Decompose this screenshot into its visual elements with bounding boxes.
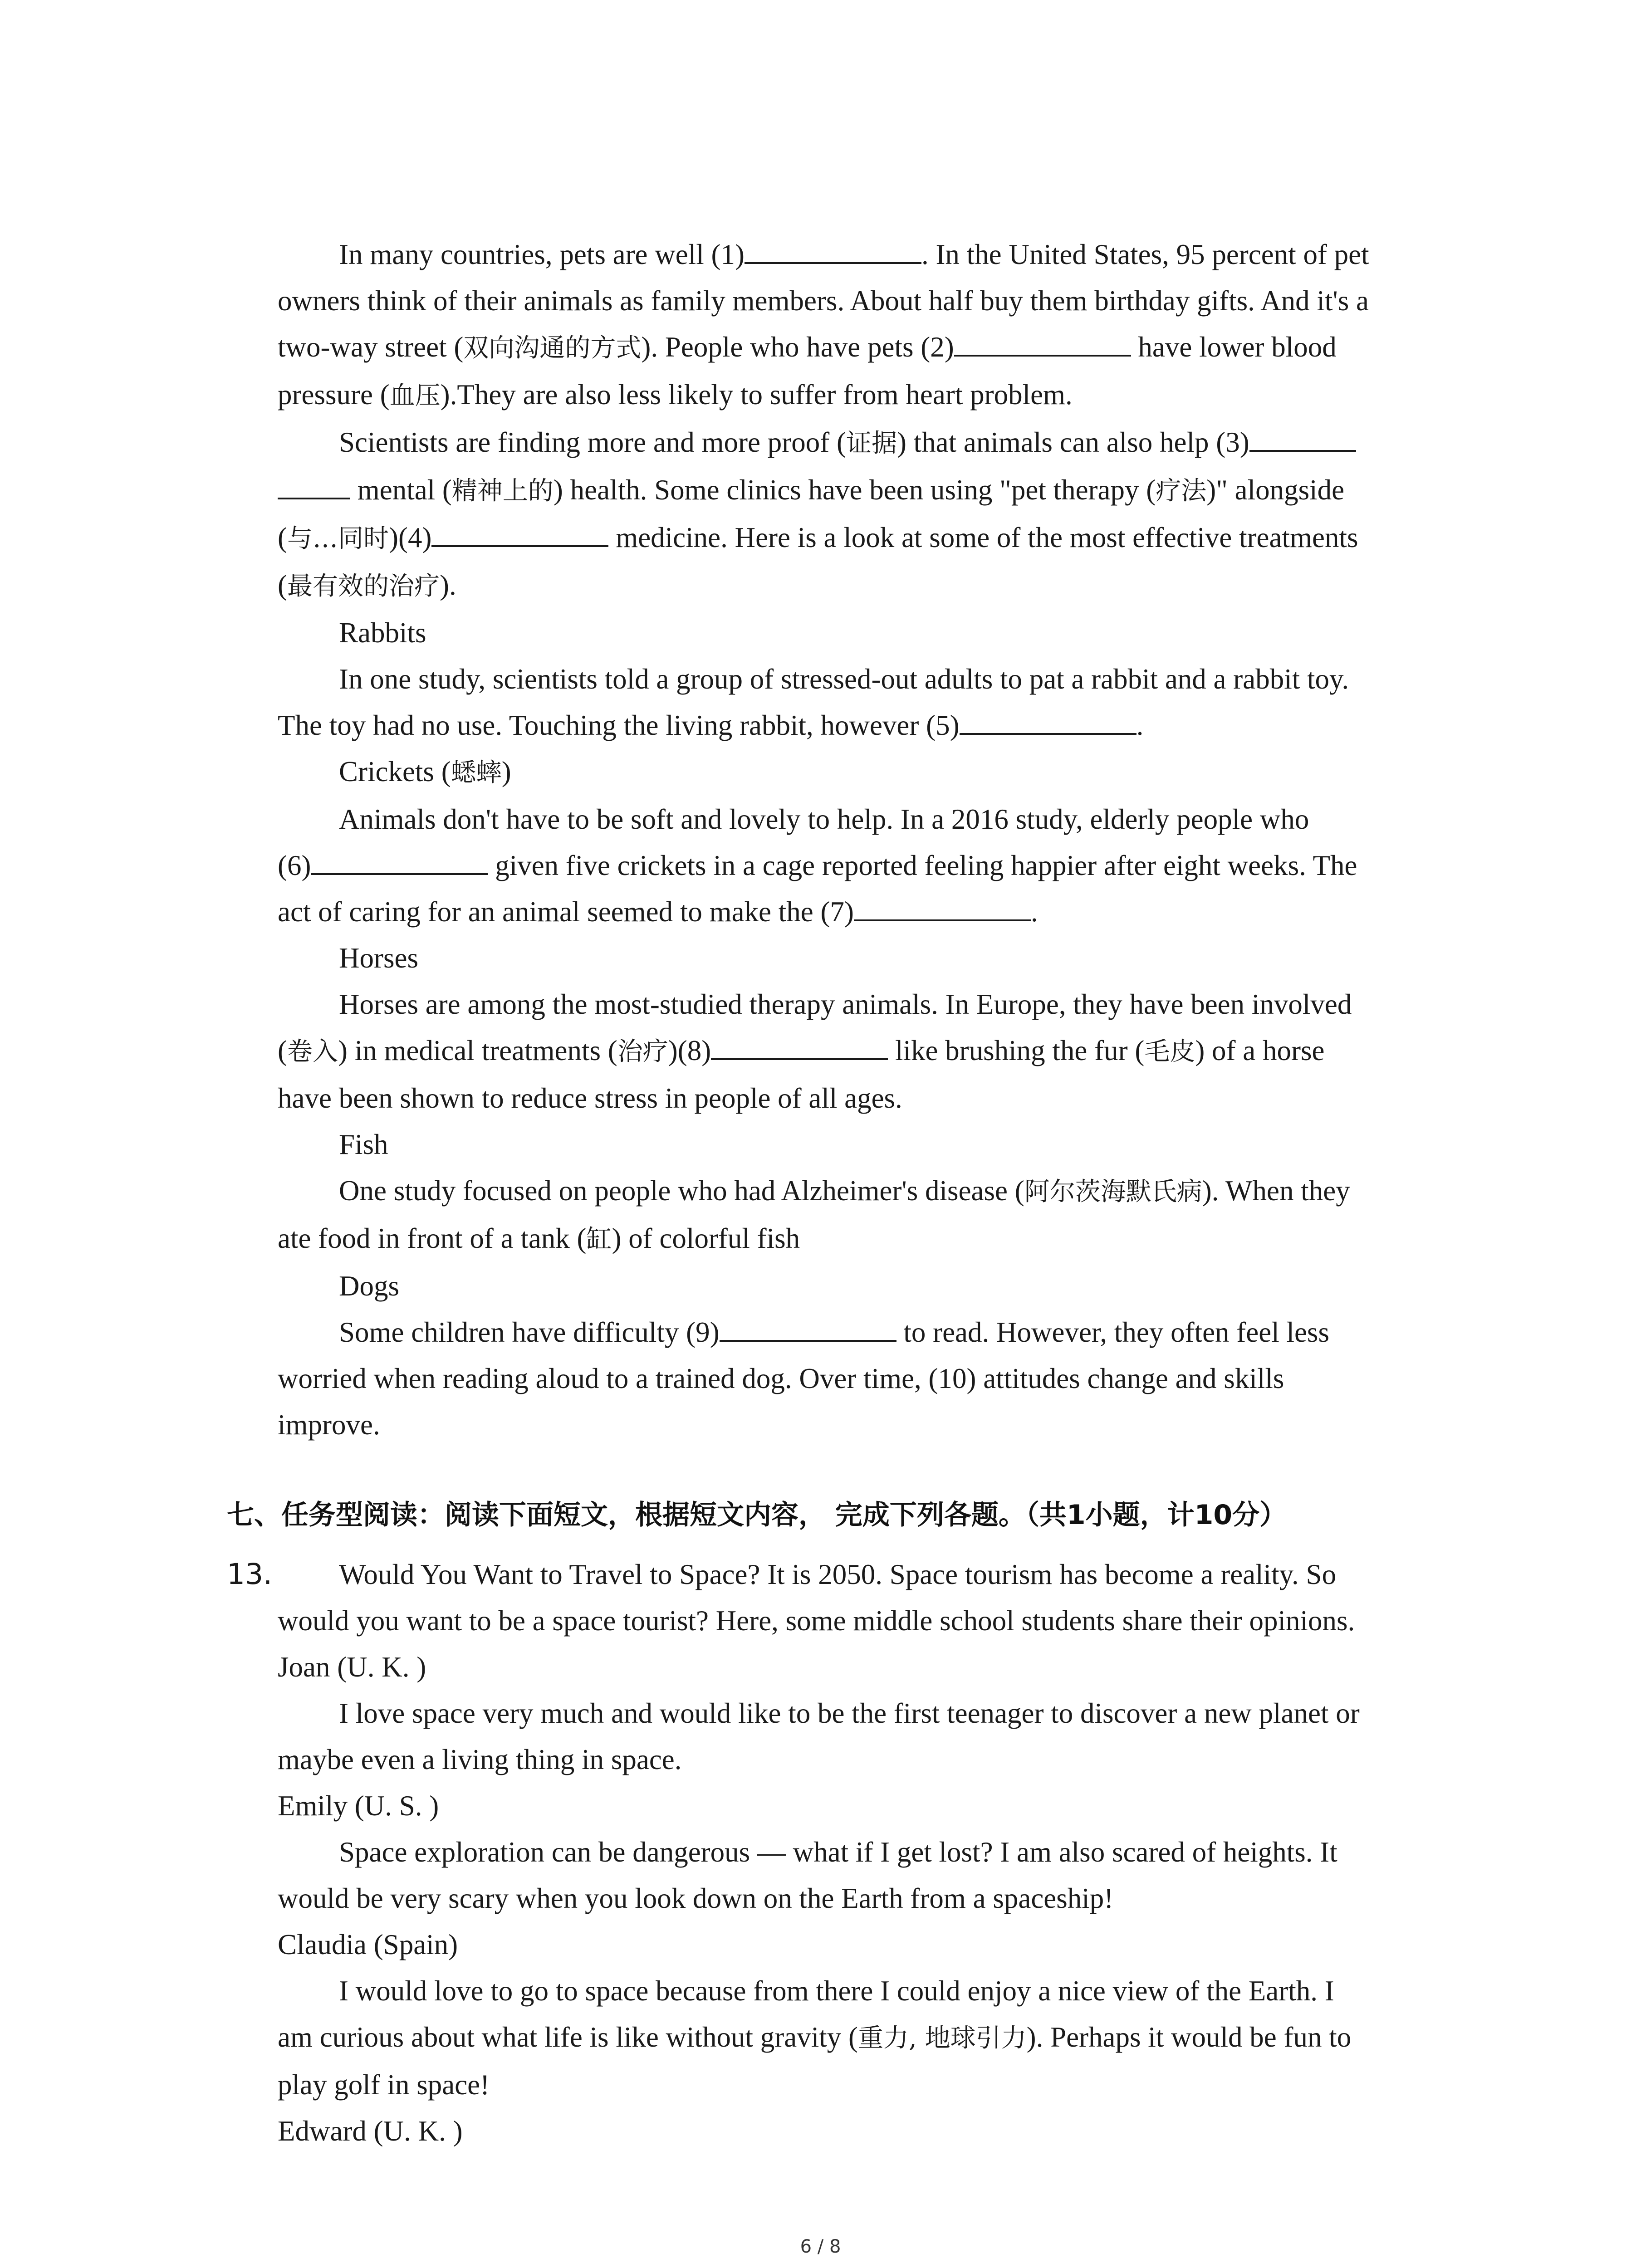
text: .: [1136, 709, 1144, 741]
subsection-title-crickets: [278, 748, 1457, 796]
text: )" alongside: [1206, 474, 1345, 506]
text: improve.: [278, 1409, 380, 1441]
speaker-emily: Emily (U. S. ): [278, 1790, 439, 1822]
subsection-title-horses: Horses: [339, 942, 418, 974]
text: ) of a horse: [1195, 1035, 1325, 1066]
question-13-passage: [278, 1551, 1480, 2154]
speaker-joan: Joan (U. K. ): [278, 1651, 426, 1683]
text: Would You Want to Travel to Space? It is 2050. Space tourism has become a reality. So: [339, 1559, 1337, 1590]
text: like brushing the fur (: [888, 1035, 1145, 1066]
text: ). When they: [1202, 1175, 1350, 1207]
passage-line: [278, 467, 1457, 514]
passage-line: [278, 1215, 1457, 1263]
passage-line: [278, 702, 1457, 748]
passage-line: [278, 324, 1457, 371]
text: ate food in front of a tank (: [278, 1222, 587, 1254]
text: ).They are also less likely to suffer from heart problem.: [440, 379, 1073, 411]
text: ). Perhaps it would be fun to: [1026, 2021, 1352, 2053]
chinese-gloss: 血压: [389, 381, 441, 411]
chinese-gloss: 蟋蟀: [451, 758, 502, 787]
passage-line: [278, 371, 1457, 419]
text: I love space very much and would like to be the first teenager to discover a new planet or: [339, 1697, 1360, 1729]
passage-line: [278, 2014, 1480, 2062]
text: ) in medical treatments (: [338, 1035, 617, 1066]
chinese-gloss: 阿尔茨海默氏病: [1024, 1177, 1202, 1207]
chinese-gloss: 与…同时: [287, 524, 389, 553]
chinese-gloss: 缸: [586, 1225, 612, 1254]
text: Animals don't have to be soft and lovely to help. In a 2016 study, elderly people who: [339, 803, 1309, 835]
blank-5[interactable]: [960, 707, 1136, 735]
passage-line: [278, 1355, 1457, 1402]
blank-2[interactable]: [954, 328, 1131, 357]
cloze-passage: [278, 231, 1457, 1448]
passage-line: [278, 889, 1457, 935]
passage-line: [278, 1875, 1480, 1921]
question-number: 13.: [227, 1558, 273, 1591]
text: Horses are among the most-studied therapy animals. In Europe, they have been involved: [339, 988, 1352, 1020]
page-number: 6 / 8: [800, 2236, 841, 2257]
text: given five crickets in a cage reported feeling happier after eight weeks. The: [488, 850, 1357, 881]
chinese-gloss: 精神上的: [451, 476, 554, 506]
text: (: [278, 569, 287, 601]
text: mental (: [350, 474, 452, 506]
text: play golf in space!: [278, 2069, 490, 2101]
text: In one study, scientists told a group of stressed-out adults to pat a rabbit and a rabbit toy.: [339, 663, 1349, 695]
speaker-edward: Edward (U. K. ): [278, 2115, 463, 2147]
blank-8[interactable]: [711, 1032, 888, 1060]
passage-line: [278, 842, 1457, 889]
passage-line: [278, 1829, 1480, 1875]
blank-9[interactable]: [720, 1314, 896, 1342]
section-7-heading: 七、任务型阅读：阅读下面短文，根据短文内容， 完成下列各题。（共1小题，计10分）: [227, 1499, 1287, 1531]
blank-4[interactable]: [431, 519, 608, 547]
text: worried when reading aloud to a trained dog. Over time, (10) attitudes change and skills: [278, 1363, 1284, 1394]
text: ) health. Some clinics have been using "pet therapy (: [553, 474, 1156, 506]
blank-7[interactable]: [854, 893, 1031, 921]
subsection-title-dogs: Dogs: [339, 1270, 400, 1302]
chinese-gloss: 双向沟通的方式: [463, 333, 642, 363]
text: . In the United States, 95 percent of pet: [921, 239, 1369, 270]
chinese-gloss: 毛皮: [1144, 1037, 1195, 1066]
blank-3-part2[interactable]: [278, 471, 350, 499]
chinese-gloss: 重力, 地球引力: [857, 2024, 1027, 2053]
text: .: [1030, 896, 1038, 928]
text: ) that animals can also help (3): [896, 426, 1249, 458]
passage-line: [278, 1402, 1457, 1448]
passage-line: [278, 278, 1457, 324]
text: (: [278, 522, 287, 553]
text: pressure (: [278, 379, 390, 411]
text: )(8): [668, 1035, 711, 1066]
text: would be very scary when you look down on the Earth from a spaceship!: [278, 1882, 1114, 1914]
text: ).: [439, 569, 456, 601]
text: )(4): [388, 522, 432, 553]
subsection-title-fish: Fish: [339, 1129, 388, 1160]
text: ) of colorful fish: [612, 1222, 800, 1254]
passage-line: [278, 1551, 1480, 1598]
text: (: [278, 1035, 287, 1066]
text: Space exploration can be dangerous — what if I get lost? I am also scared of heights. It: [339, 1836, 1337, 1868]
speaker-claudia: Claudia (Spain): [278, 1929, 458, 1960]
passage-line: [278, 1168, 1457, 1215]
chinese-gloss: 证据: [846, 429, 897, 458]
text: am curious about what life is like without gravity (: [278, 2021, 858, 2053]
passage-line: [278, 1309, 1457, 1355]
passage-line: [278, 1027, 1457, 1075]
passage-line: [278, 981, 1457, 1027]
passage-line: [278, 419, 1457, 467]
blank-1[interactable]: [745, 236, 921, 264]
text: ): [501, 756, 511, 787]
passage-line: [278, 1075, 1457, 1121]
text: have been shown to reduce stress in people of all ages.: [278, 1082, 902, 1114]
blank-6[interactable]: [311, 847, 488, 875]
text: act of caring for an animal seemed to make the (7): [278, 896, 854, 928]
passage-line: [278, 514, 1457, 562]
text: (6): [278, 850, 311, 881]
text: I would love to go to space because from there I could enjoy a nice view of the Earth. I: [339, 1975, 1334, 2007]
passage-line: [278, 796, 1457, 842]
text: One study focused on people who had Alzheimer's disease (: [339, 1175, 1024, 1207]
chinese-gloss: 卷入: [287, 1037, 338, 1066]
text: The toy had no use. Touching the living rabbit, however (5): [278, 709, 960, 741]
passage-line: [278, 231, 1457, 278]
subsection-title-rabbits: Rabbits: [339, 617, 426, 649]
chinese-gloss: 疗法: [1156, 476, 1207, 506]
text: have lower blood: [1131, 331, 1337, 363]
passage-line: [278, 2062, 1480, 2108]
text: Scientists are finding more and more proof (: [339, 426, 846, 458]
text: to read. However, they often feel less: [896, 1316, 1329, 1348]
blank-3-part1[interactable]: [1249, 424, 1356, 452]
passage-line: [278, 562, 1457, 610]
text: In many countries, pets are well (1): [339, 239, 745, 270]
text: maybe even a living thing in space.: [278, 1744, 682, 1775]
passage-line: [278, 1736, 1480, 1783]
passage-line: [278, 1968, 1480, 2014]
text: Crickets (: [339, 756, 451, 787]
chinese-gloss: 治疗: [617, 1037, 668, 1066]
text: owners think of their animals as family members. About half buy them birthday gifts. And it's a: [278, 285, 1369, 317]
passage-line: [278, 656, 1457, 702]
text: two-way street (: [278, 331, 464, 363]
text: Some children have difficulty (9): [339, 1316, 720, 1348]
text: medicine. Here is a look at some of the most effective treatments: [608, 522, 1358, 553]
text: would you want to be a space tourist? Here, some middle school students share their opinions.: [278, 1605, 1355, 1637]
passage-line: [278, 1598, 1480, 1644]
chinese-gloss: 最有效的治疗: [287, 572, 440, 601]
text: ). People who have pets (2): [641, 331, 954, 363]
passage-line: [278, 1690, 1480, 1736]
